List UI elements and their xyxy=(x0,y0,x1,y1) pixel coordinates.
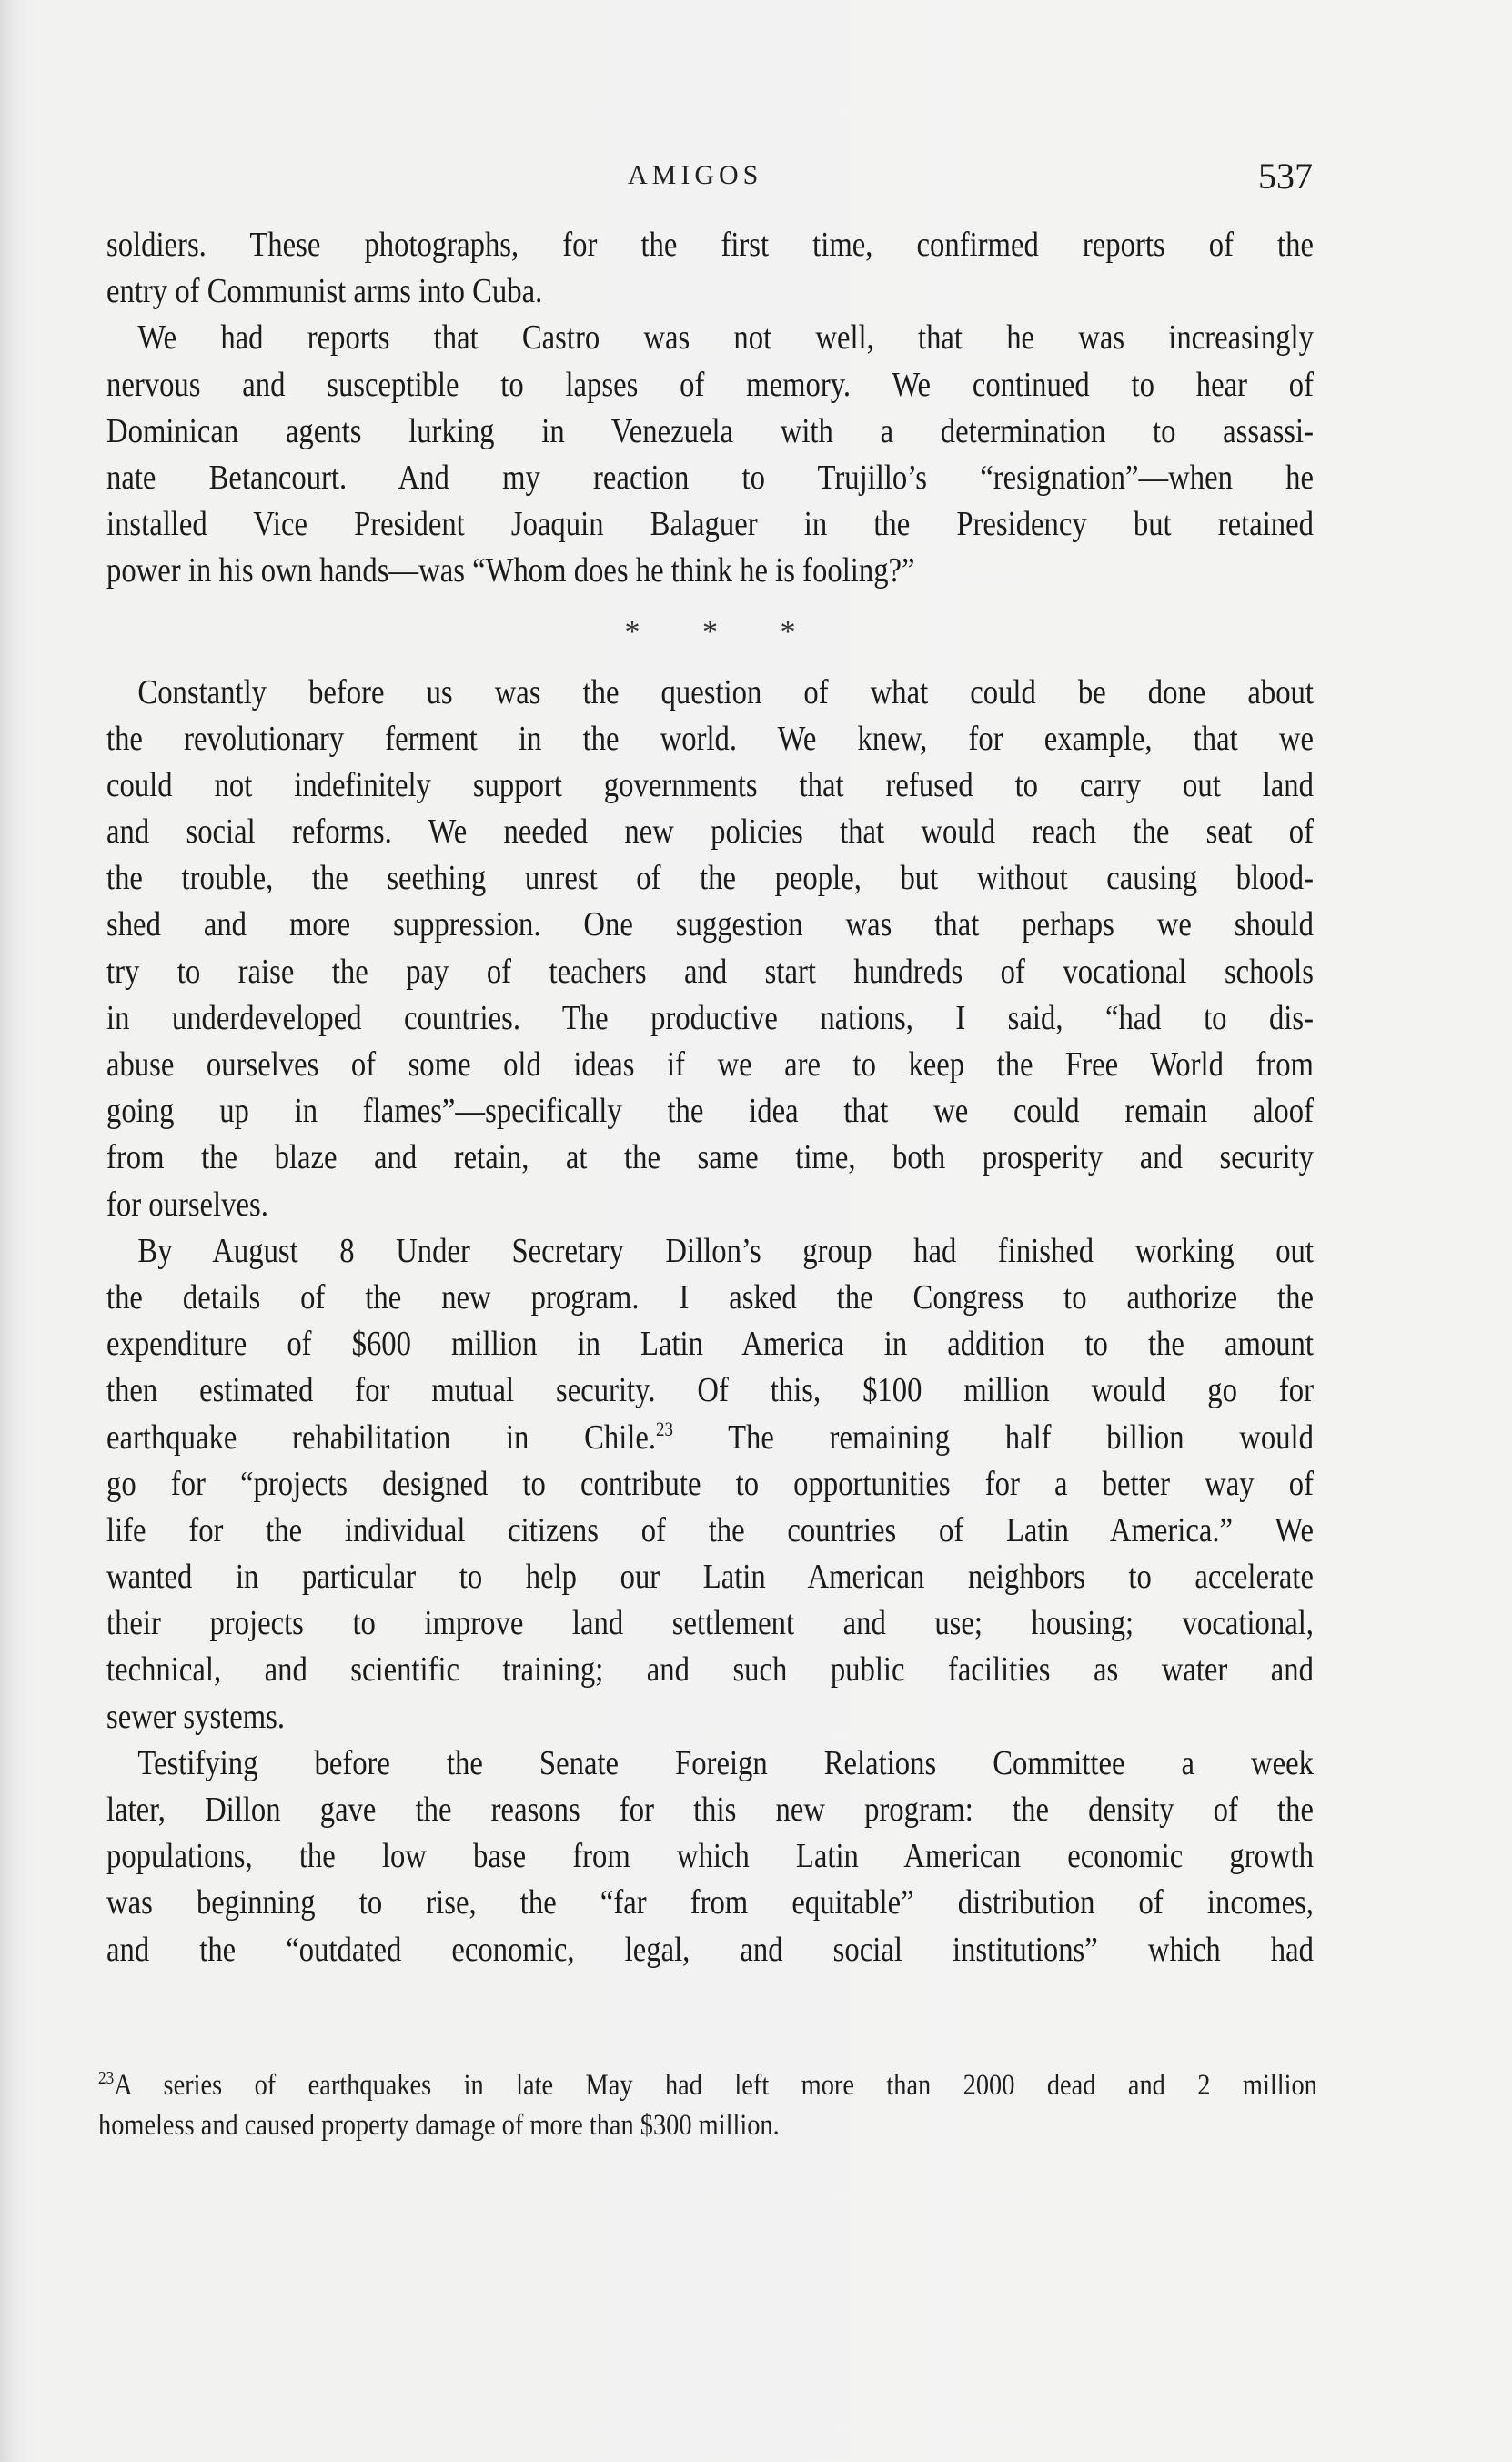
text-line: We had reports that Castro was not well, that he was increasingly xyxy=(137,318,1314,358)
section-break-star: * xyxy=(780,614,796,649)
text-line: nate Betancourt. And my reaction to Trujillo’s “resignation”—when he xyxy=(106,458,1314,497)
footnote-text: A series of earthquakes in late May had left more than 2000 dead and 2 million xyxy=(114,2069,1317,2102)
text-line: going up in flames”—specifically the idea that we could remain aloof xyxy=(106,1092,1314,1131)
footnote-line: homeless and caused property damage of more than $300 million. xyxy=(98,2109,780,2142)
text-line: technical, and scientific training; and such public facilities as water and xyxy=(106,1650,1314,1690)
text-line: try to raise the pay of teachers and start hundreds of vocational schools xyxy=(106,952,1314,991)
text-line: expenditure of $600 million in Latin America in addition to the amount xyxy=(106,1325,1314,1364)
text-line: the trouble, the seething unrest of the people, but without causing blood- xyxy=(106,859,1314,898)
text-line: in underdeveloped countries. The productive nations, I said, “had to dis- xyxy=(106,998,1314,1037)
text-line: nervous and susceptible to lapses of memory. We continued to hear of xyxy=(106,365,1314,404)
text-line: then estimated for mutual security. Of this, $100 million would go for xyxy=(106,1371,1314,1410)
text-line: life for the individual citizens of the countries of Latin America.” We xyxy=(106,1510,1314,1549)
text-line: wanted in particular to help our Latin American neighbors to accelerate xyxy=(106,1558,1314,1597)
text-line: installed Vice President Joaquin Balaguer in the Presidency but retained xyxy=(106,505,1314,544)
text-line: power in his own hands—was “Whom does he think he is fooling?” xyxy=(106,551,915,590)
text-line: soldiers. These photographs, for the first time, confirmed reports of the xyxy=(106,226,1314,264)
text-line: the revolutionary ferment in the world. We knew, for example, that we xyxy=(106,719,1314,758)
text-line: abuse ourselves of some old ideas if we are to keep the Free World from xyxy=(106,1045,1314,1084)
text-line: entry of Communist arms into Cuba. xyxy=(106,272,543,311)
footnote-reference[interactable]: 23 xyxy=(656,1417,673,1440)
text-line: populations, the low base from which Latin American economic growth xyxy=(106,1837,1314,1876)
footnote xyxy=(98,2065,1317,2145)
running-title: AMIGOS xyxy=(628,160,763,190)
text-line: Testifying before the Senate Foreign Relations Committee a week xyxy=(137,1743,1314,1782)
text-line: Dominican agents lurking in Venezuela with a determination to assassi- xyxy=(106,411,1314,450)
running-head xyxy=(0,155,1512,200)
text-line: for ourselves. xyxy=(106,1185,268,1224)
text-line-with-footnote xyxy=(106,1415,1314,1461)
section-break-star: * xyxy=(702,614,718,649)
text-line: and social reforms. We needed new policies that would reach the seat of xyxy=(106,812,1314,852)
text-line: and the “outdated economic, legal, and social institutions” which had xyxy=(106,1930,1314,1969)
text-line: their projects to improve land settlement and use; housing; vocational, xyxy=(106,1604,1314,1643)
footnote-number: 23 xyxy=(98,2068,115,2088)
text-line: could not indefinitely support governments that refused to carry out land xyxy=(106,765,1314,804)
text-span: The remaining half billion would xyxy=(672,1418,1314,1457)
text-line: shed and more suppression. One suggestion was that perhaps we should xyxy=(106,905,1314,944)
page-number: 537 xyxy=(1258,156,1313,197)
text-line: sewer systems. xyxy=(106,1697,286,1736)
text-line: later, Dillon gave the reasons for this new program: the density of the xyxy=(106,1791,1314,1829)
body-text xyxy=(106,222,1314,1973)
footnote-line xyxy=(98,2065,1317,2105)
text-line: the details of the new program. I asked the Congress to authorize the xyxy=(106,1277,1314,1317)
section-break xyxy=(106,595,1314,670)
text-line: Constantly before us was the question of what could be done about xyxy=(137,672,1314,711)
text-line: was beginning to rise, the “far from equitable” distribution of incomes, xyxy=(106,1883,1314,1922)
text-line: By August 8 Under Secretary Dillon’s group had finished working out xyxy=(137,1231,1314,1270)
text-span: earthquake rehabilitation in Chile. xyxy=(106,1418,657,1457)
section-break-star: * xyxy=(624,614,640,649)
text-line: from the blaze and retain, at the same time, both prosperity and security xyxy=(106,1138,1314,1177)
text-line: go for “projects designed to contribute to opportunities for a better way of xyxy=(106,1464,1314,1503)
